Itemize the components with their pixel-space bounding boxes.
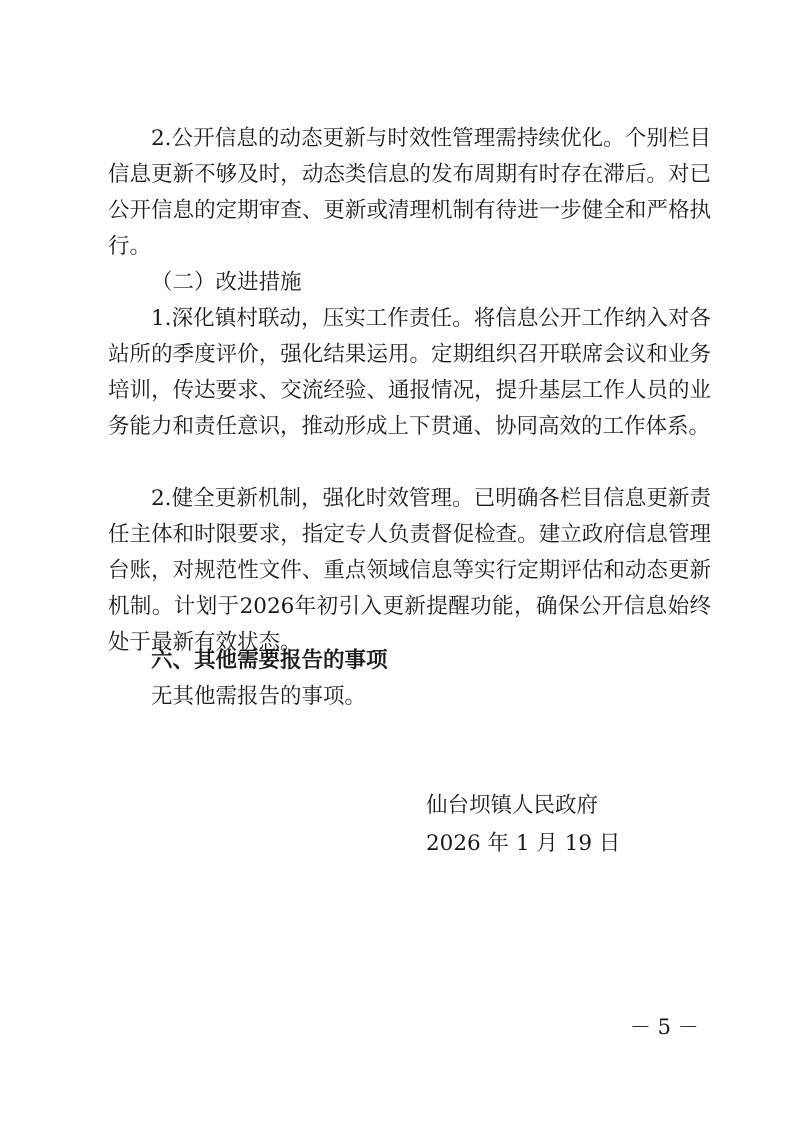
section-heading-improvement-measures: （二）改进措施 (151, 270, 302, 295)
paragraph-update-timeliness: 2.公开信息的动态更新与时效性管理需持续优化。个别栏目信息更新不够及时，动态类信息的发布周期有时存在滞后。对已公开信息的定期审查、更新或清理机制有待进一步健全和严格执行。 (108, 126, 711, 259)
signature-date: 2026 年 1 月 19 日 (426, 831, 621, 856)
paragraph-measure-linkage: 1.深化镇村联动，压实工作责任。将信息公开工作纳入对各站所的季度评价，强化结果运用。定期组织召开联席会议和业务培训，传达要求、交流经验、通报情况，提升基层工作人员的业务能力和责任意识，推动形成上下贯通、协同高效的工作体系。 (108, 306, 711, 439)
signature-organization: 仙台坝镇人民政府 (426, 793, 599, 818)
paragraph-measure-update-mechanism: 2.健全更新机制，强化时效管理。已明确各栏目信息更新责任主体和时限要求，指定专人负责督促检查。建立政府信息管理台账，对规范性文件、重点领域信息等实行定期评估和动态更新机制。计划于2026年初引入更新提醒功能，确保公开信息始终处于最新有效状态。 (108, 486, 711, 655)
paragraph-no-other-matters: 无其他需报告的事项。 (151, 684, 367, 709)
page-number: － 5 － (630, 1015, 699, 1039)
section-heading-other-matters: 六、其他需要报告的事项 (151, 648, 388, 673)
